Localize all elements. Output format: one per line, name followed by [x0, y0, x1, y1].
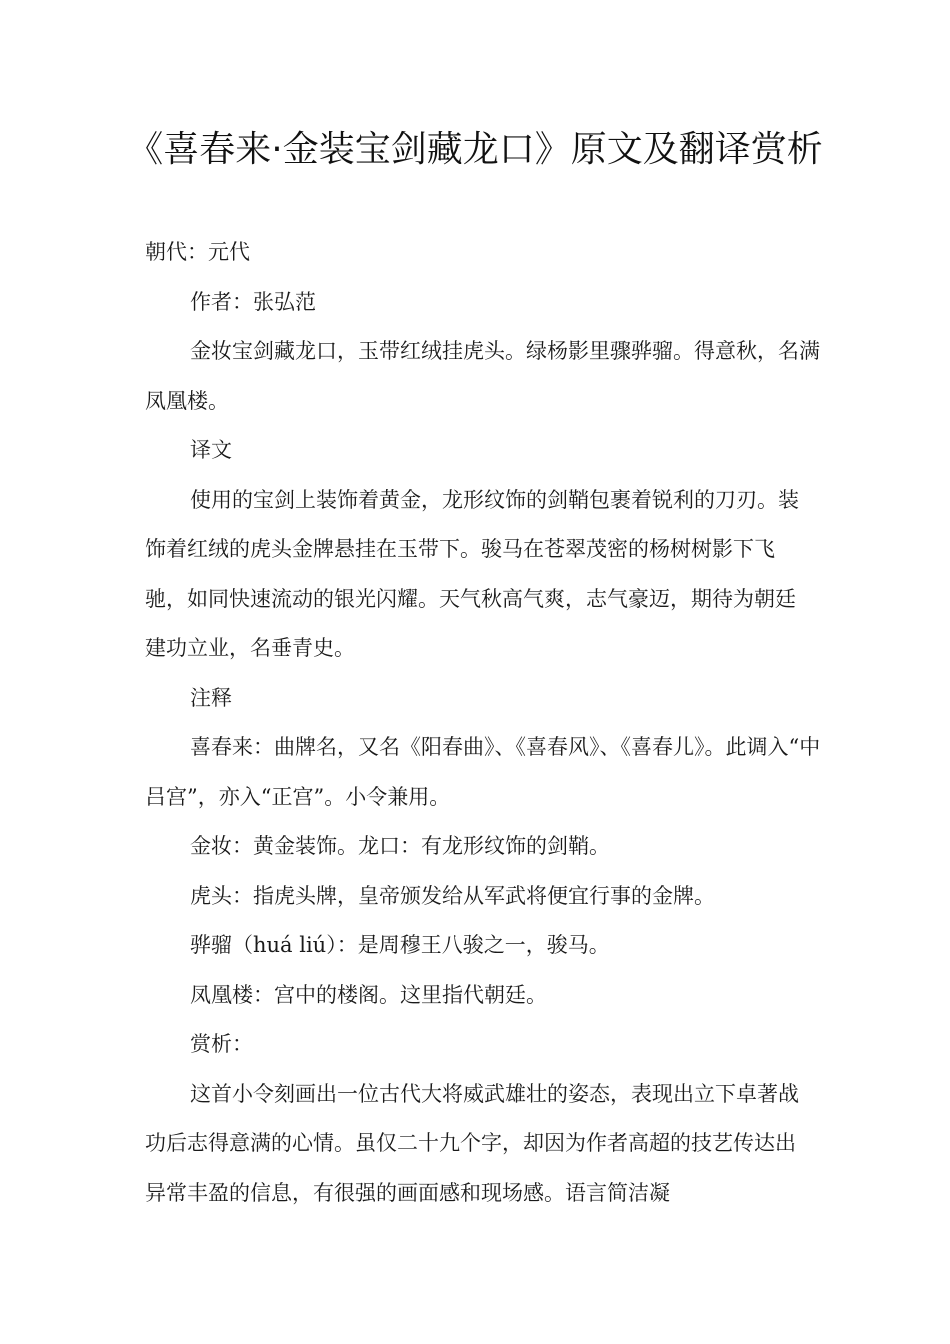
appreciation-heading: 赏析：: [190, 1032, 253, 1056]
original-poem: 金妆宝剑藏龙口，玉带红绒挂虎头。绿杨影里骤骅骝。得意秋，名满凤凰楼。: [145, 339, 820, 413]
document-title: 《喜春来·金装宝剑藏龙口》原文及翻译赏析: [127, 129, 823, 170]
dynasty-line: 朝代：元代: [145, 240, 250, 264]
translation-heading: 译文: [190, 438, 232, 462]
translation-paragraph: 使用的宝剑上装饰着黄金，龙形纹饰的剑鞘包裹着锐利的刀刃。装饰着红绒的虎头金牌悬挂在玉带下。骏马在苍翠茂密的杨树树影下飞驰，如同快速流动的银光闪耀。天气秋高气爽，志气豪迈，期待为朝廷建功立业，名垂青史。: [145, 487, 799, 660]
note-hualiu: 骅骝（huá liú）：是周穆王八骏之一，骏马。: [190, 933, 610, 957]
note-fenghuanglou: 凤凰楼：宫中的楼阁。这里指代朝廷。: [190, 982, 547, 1007]
appreciation-paragraph: 这首小令刻画出一位古代大将威武雄壮的姿态，表现出立下卓著战功后志得意满的心情。虽仅二十九个字，却因为作者高超的技艺传达出异常丰盈的信息，有很强的画面感和现场感。语言简洁凝: [145, 1081, 799, 1205]
note-jinzhuang: 金妆：黄金装饰。龙口：有龙形纹饰的剑鞘。: [190, 834, 610, 858]
note-hutou: 虎头：指虎头牌，皇帝颁发给从军武将便宜行事的金牌。: [190, 883, 715, 908]
notes-heading: 注释: [190, 685, 232, 710]
author-line: 作者：张弘范: [190, 289, 316, 314]
document-body: [145, 228, 825, 1218]
note-xichunlai: 喜春来：曲牌名，又名《阳春曲》、《喜春风》、《喜春儿》。此调入“中吕宫”，亦入“正宫”。小令兼用。: [145, 735, 821, 809]
